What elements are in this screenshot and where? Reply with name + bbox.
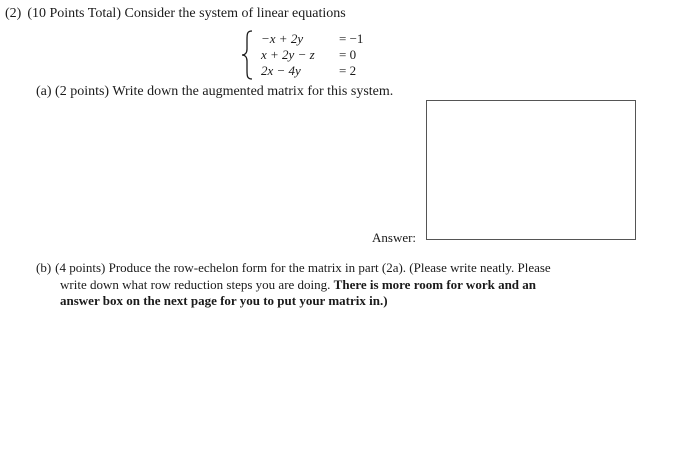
equation-3-lhs: 2x − 4y (261, 63, 301, 78)
part-b-prompt (36, 260, 648, 310)
part-b-line-3-bold: answer box on the next page for you to put your matrix in.) (60, 293, 388, 308)
part-b-line-2-normal: write down what row reduction steps you are doing. (60, 276, 331, 292)
part-b-line-2-bold: There is more room for work and an (333, 276, 537, 292)
answer-label: Answer: (372, 230, 417, 245)
part-a-prompt: (a) (2 points) Write down the augmented matrix for this system. (36, 84, 394, 99)
equation-1-lhs: −x + 2y (261, 31, 304, 46)
left-brace-icon (241, 30, 255, 80)
part-b-lead: (b) (36, 260, 52, 275)
part-b-line-1: (4 points) Produce the row-echelon form for the matrix in part (2a). (Please write neatly. Please (55, 260, 551, 275)
equation-2-lhs: x + 2y − z (261, 47, 315, 62)
question-number: (2) (5, 6, 22, 21)
question-title: (10 Points Total) Consider the system of linear equations (27, 6, 346, 21)
question-header (5, 6, 346, 22)
equation-system (241, 30, 381, 80)
answer-box[interactable] (426, 100, 636, 240)
equation-2-rhs: = 0 (339, 47, 357, 62)
equation-1-rhs: = −1 (339, 31, 364, 46)
equation-3-rhs: = 2 (339, 63, 357, 78)
